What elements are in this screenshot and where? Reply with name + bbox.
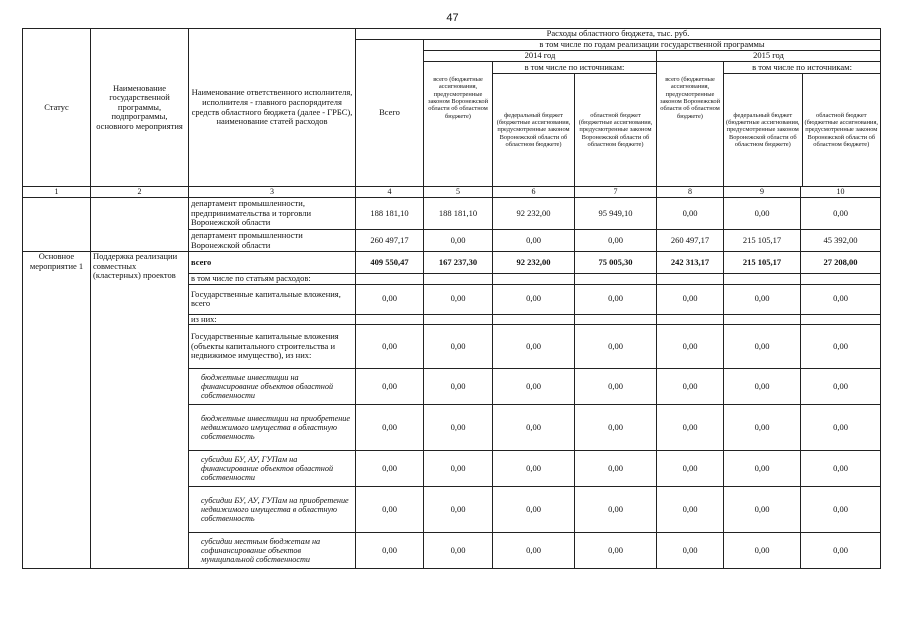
value-cell: 0,00 [575,325,657,369]
value-cell: 0,00 [724,405,801,451]
value-cell: 0,00 [356,325,424,369]
value-cell: 0,00 [657,325,724,369]
table-row [23,198,881,230]
row-name: Государственные капитальные вложения (объекты капитального строительства и недвижимое имущество), из них: [189,325,356,369]
col-number: 8 [657,187,724,198]
value-cell: 0,00 [724,198,801,230]
value-cell: 0,00 [493,533,575,569]
value-cell: 0,00 [424,533,493,569]
header-2014-total: всего (бюджетные ассигнования, предусмотренные законом Воронежской области об областном бюджете) [424,62,493,187]
value-cell: 92 232,00 [493,198,575,230]
value-cell: 0,00 [424,451,493,487]
value-cell: 0,00 [575,230,657,252]
value-cell: 0,00 [356,284,424,314]
row-name: из них: [189,314,356,325]
header-2014-by-sources: в том числе по источникам: [493,62,656,74]
value-cell: 0,00 [424,230,493,252]
row-name: субсидии БУ, АУ, ГУПам на приобретение недвижимого имущества в областную собственность [189,487,356,533]
value-cell: 0,00 [424,325,493,369]
value-cell: 0,00 [724,487,801,533]
value-cell: 27 208,00 [801,252,881,274]
value-cell: 409 550,47 [356,252,424,274]
column-numbers-row [23,187,881,198]
value-cell: 0,00 [657,533,724,569]
header-2015-regional: областной бюджет (бюджетные ассигнования, предусмотренные законом Воронежской области об областном бюджете) [804,111,879,149]
value-cell: 0,00 [493,284,575,314]
col-number: 3 [189,187,356,198]
value-cell: 0,00 [493,451,575,487]
row-name: департамент промышленности, предпринимательства и торговли Воронежской области [189,198,356,230]
value-cell: 0,00 [356,533,424,569]
value-cell: 0,00 [657,405,724,451]
value-cell: 0,00 [424,369,493,405]
row-name: бюджетные инвестиции на финансирование объектов областной собственности [189,369,356,405]
value-cell: 0,00 [575,451,657,487]
row-name: субсидии БУ, АУ, ГУПам на финансирование объектов областной собственности [189,451,356,487]
value-cell: 215 105,17 [724,230,801,252]
value-cell: 0,00 [356,487,424,533]
value-cell: 0,00 [801,325,881,369]
value-cell: 0,00 [657,369,724,405]
row-name: субсидии местным бюджетам на софинансирование объектов муниципальной собственности [189,533,356,569]
header-status: Статус [23,29,91,187]
empty-program-cell [91,198,189,252]
col-number: 7 [575,187,657,198]
value-cell: 0,00 [724,451,801,487]
value-cell: 215 105,17 [724,252,801,274]
value-cell: 242 313,17 [657,252,724,274]
header-total: Всего [356,40,424,187]
program-cell: Поддержка реализации совместных (кластерных) проектов [91,252,189,569]
value-cell: 260 497,17 [657,230,724,252]
header-year-2014: 2014 год [424,51,657,62]
value-cell: 0,00 [493,230,575,252]
header-2015-by-sources: в том числе по источникам: [724,62,880,74]
header-2015-federal: федеральный бюджет (бюджетные ассигнования, предусмотренные законом Воронежской области об областном бюджете) [724,74,803,186]
value-cell: 0,00 [657,487,724,533]
value-cell: 0,00 [724,369,801,405]
budget-table [22,28,881,569]
header-2014-regional: областной бюджет (бюджетные ассигнования, предусмотренные законом Воронежской области об областном бюджете) [578,111,653,149]
col-number: 2 [91,187,189,198]
header-year-2015: 2015 год [657,51,881,62]
value-cell: 0,00 [424,405,493,451]
row-name: департамент промышленности Воронежской области [189,230,356,252]
value-cell: 0,00 [657,451,724,487]
header-program: Наименование государственной программы, подпрограммы, основного мероприятия [91,29,189,187]
value-cell: 0,00 [575,533,657,569]
value-cell: 0,00 [356,451,424,487]
value-cell: 0,00 [356,369,424,405]
value-cell: 0,00 [424,284,493,314]
value-cell: 0,00 [493,369,575,405]
value-cell: 260 497,17 [356,230,424,252]
value-cell: 75 005,30 [575,252,657,274]
status-cell: Основное мероприятие 1 [23,252,91,569]
value-cell: 0,00 [724,325,801,369]
value-cell: 0,00 [575,405,657,451]
value-cell: 0,00 [356,405,424,451]
value-cell: 0,00 [493,325,575,369]
value-cell: 0,00 [801,405,881,451]
value-cell: 0,00 [724,284,801,314]
value-cell: 0,00 [575,284,657,314]
value-cell: 0,00 [657,198,724,230]
value-cell: 0,00 [424,487,493,533]
row-name: всего [189,252,356,274]
col-number: 4 [356,187,424,198]
value-cell: 167 237,30 [424,252,493,274]
row-name: бюджетные инвестиции на приобретение недвижимого имущества в областную собственность [189,405,356,451]
page-number: 47 [446,12,459,24]
col-number: 9 [724,187,801,198]
header-2015-total: всего (бюджетные ассигнования, предусмотренные законом Воронежской области об областном бюджете) [657,62,724,187]
row-name: в том числе по статьям расходов: [189,274,356,285]
value-cell: 0,00 [801,369,881,405]
col-number: 10 [801,187,881,198]
table-row-total [23,252,881,274]
value-cell: 0,00 [801,284,881,314]
value-cell: 0,00 [657,284,724,314]
header-executor: Наименование ответственного исполнителя, исполнителя - главного распорядителя средств областного бюджета (далее - ГРБС), наименование статей расходов [189,29,356,187]
header-by-years: в том числе по годам реализации государственной программы [424,40,881,51]
col-number: 5 [424,187,493,198]
value-cell: 45 392,00 [801,230,881,252]
value-cell: 0,00 [575,487,657,533]
header-expenses-title: Расходы областного бюджета, тыс. руб. [356,29,881,40]
value-cell: 0,00 [724,533,801,569]
col-number: 6 [493,187,575,198]
row-name: Государственные капитальные вложения, всего [189,284,356,314]
header-2014-federal: федеральный бюджет (бюджетные ассигнования, предусмотренные законом Воронежской области об областном бюджете) [493,74,575,186]
value-cell: 95 949,10 [575,198,657,230]
col-number: 1 [23,187,91,198]
value-cell: 0,00 [493,405,575,451]
value-cell: 0,00 [801,198,881,230]
value-cell: 0,00 [493,487,575,533]
value-cell: 188 181,10 [356,198,424,230]
value-cell: 188 181,10 [424,198,493,230]
value-cell: 0,00 [801,533,881,569]
value-cell: 0,00 [801,487,881,533]
value-cell: 0,00 [801,451,881,487]
empty-status-cell [23,198,91,252]
value-cell: 0,00 [575,369,657,405]
value-cell: 92 232,00 [493,252,575,274]
